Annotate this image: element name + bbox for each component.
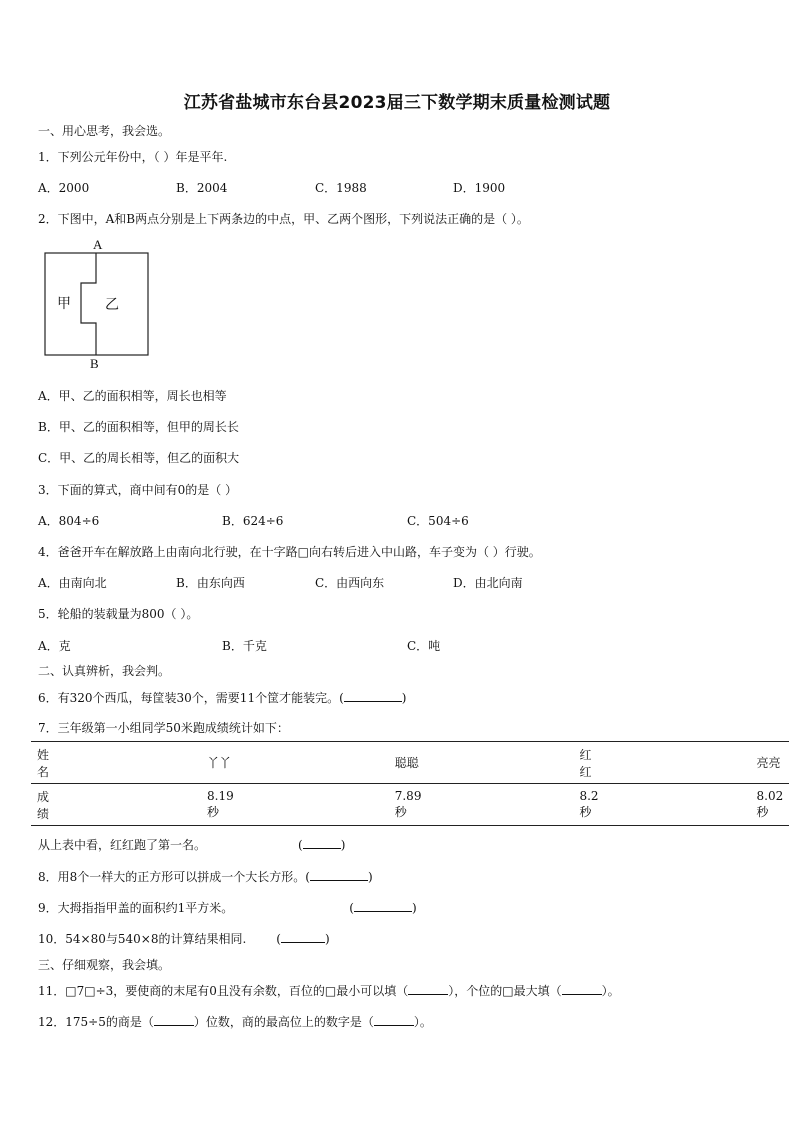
question-6 <box>38 689 406 706</box>
table-cell: 亮亮 <box>605 742 790 784</box>
q4-option-a: A．由南向北 <box>38 576 107 590</box>
q7-answer-blank[interactable] <box>303 838 341 849</box>
q11-ones-blank[interactable] <box>562 984 602 995</box>
q12-highest-digit-blank[interactable] <box>374 1015 414 1026</box>
table-cell: 8.02 秒 <box>605 784 790 826</box>
q5-option-c: C．吨 <box>407 639 441 653</box>
q3-option-a: A．804÷6 <box>38 514 100 528</box>
q7-statement <box>38 836 345 853</box>
q12-digits-blank[interactable] <box>154 1015 194 1026</box>
q12-text-a: 12．175÷5的商是（ <box>38 1015 154 1029</box>
q1-option-b: B．2004 <box>176 181 228 195</box>
q1-option-d: D．1900 <box>453 181 506 195</box>
q11-hundreds-blank[interactable] <box>408 984 448 995</box>
q10-open: ( <box>276 932 281 946</box>
q8-close: ) <box>367 870 373 884</box>
q2-option-c: C．甲、乙的周长相等，但乙的面积大 <box>38 451 240 465</box>
q8-text: 8．用8个一样大的正方形可以拼成一个大长方形。( <box>38 870 310 884</box>
q1-option-a: A．2000 <box>38 181 90 195</box>
question-12 <box>38 1013 432 1030</box>
table-cell: 成绩 <box>31 784 55 826</box>
q3-option-b: B．624÷6 <box>222 514 284 528</box>
q9-answer-blank[interactable] <box>354 901 412 912</box>
question-9 <box>38 899 417 916</box>
q6-text: 6．有320个西瓜，每筐装30个，需要11个筐才能装完。( <box>38 691 344 705</box>
q2-option-b: B．甲、乙的面积相等，但甲的周长长 <box>38 420 239 434</box>
q4-option-d: D．由北向南 <box>453 576 523 590</box>
q12-text-c: ）。 <box>413 1015 432 1029</box>
q3-option-c: C．504÷6 <box>407 514 469 528</box>
q6-answer-blank[interactable] <box>344 691 402 702</box>
question-11 <box>38 982 620 999</box>
section-heading-3: 三、仔细观察，我会填。 <box>38 958 171 972</box>
q7-after-text: 从上表中看，红红跑了第一名。 <box>38 838 207 852</box>
table-cell: 聪聪 <box>240 742 428 784</box>
q7-close: ) <box>340 838 346 852</box>
question-5: 5．轮船的装载量为800（ ）。 <box>38 607 199 621</box>
table-row <box>31 784 789 826</box>
q4-option-c: C．由西向东 <box>315 576 385 590</box>
q10-answer-blank[interactable] <box>281 932 325 943</box>
q8-answer-blank[interactable] <box>310 870 368 881</box>
question-2: 2．下图中，A和B两点分别是上下两条边的中点，甲、乙两个图形，下列说法正确的是（ ）。 <box>38 212 529 226</box>
page-title: 江苏省盐城市东台县2023届三下数学期末质量检测试题 <box>183 93 611 113</box>
question-7: 7．三年级第一小组同学50米跑成绩统计如下： <box>38 721 289 735</box>
question-8 <box>38 868 373 885</box>
q11-text-a: 11．□7□÷3，要使商的末尾有0且没有余数，百位的□最小可以填（ <box>38 984 409 998</box>
q4-option-b: B．由东向西 <box>176 576 245 590</box>
q11-text-b: ），个位的□最大填（ <box>448 984 562 998</box>
q5-option-b: B．千克 <box>222 639 267 653</box>
q10-text: 10．54×80与540×8的计算结果相同. <box>38 932 247 946</box>
question-3: 3．下面的算式，商中间有0的是（ ） <box>38 483 238 497</box>
q5-option-a: A．克 <box>38 639 71 653</box>
q9-close: ) <box>411 901 417 915</box>
q10-close: ) <box>324 932 330 946</box>
question-10 <box>38 930 330 947</box>
table-cell: 丫丫 <box>55 742 240 784</box>
section-heading-1: 一、用心思考，我会选。 <box>38 124 171 138</box>
table-cell: 姓名 <box>31 742 55 784</box>
question-1: 1．下列公元年份中，（ ）年是平年. <box>38 150 228 164</box>
region-jia-label: 甲 <box>57 296 71 312</box>
table-cell: 8.19 秒 <box>55 784 240 826</box>
table-cell: 红红 <box>427 742 604 784</box>
q9-open: ( <box>349 901 354 915</box>
q11-text-c: ）。 <box>601 984 620 998</box>
q7-open: ( <box>298 838 303 852</box>
table-cell: 7.89 秒 <box>240 784 428 826</box>
q6-close: ) <box>401 691 407 705</box>
region-yi-label: 乙 <box>105 297 119 313</box>
table-cell: 8.2 秒 <box>427 784 604 826</box>
q9-text: 9．大拇指指甲盖的面积约1平方米。 <box>38 901 234 915</box>
rectangle-split-figure <box>38 235 158 370</box>
q2-option-a: A．甲、乙的面积相等，周长也相等 <box>38 389 227 403</box>
run-score-table <box>31 741 789 826</box>
point-a-label: A <box>93 237 103 252</box>
section-heading-2: 二、认真辨析，我会判。 <box>38 664 171 678</box>
point-b-label: B <box>90 356 99 370</box>
table-header-row <box>31 742 789 784</box>
question-4: 4．爸爸开车在解放路上由南向北行驶，在十字路□向右转后进入中山路，车子变为（ ）行驶。 <box>38 545 541 559</box>
q12-text-b: ）位数，商的最高位上的数字是（ <box>193 1015 374 1029</box>
q1-option-c: C．1988 <box>315 181 367 195</box>
